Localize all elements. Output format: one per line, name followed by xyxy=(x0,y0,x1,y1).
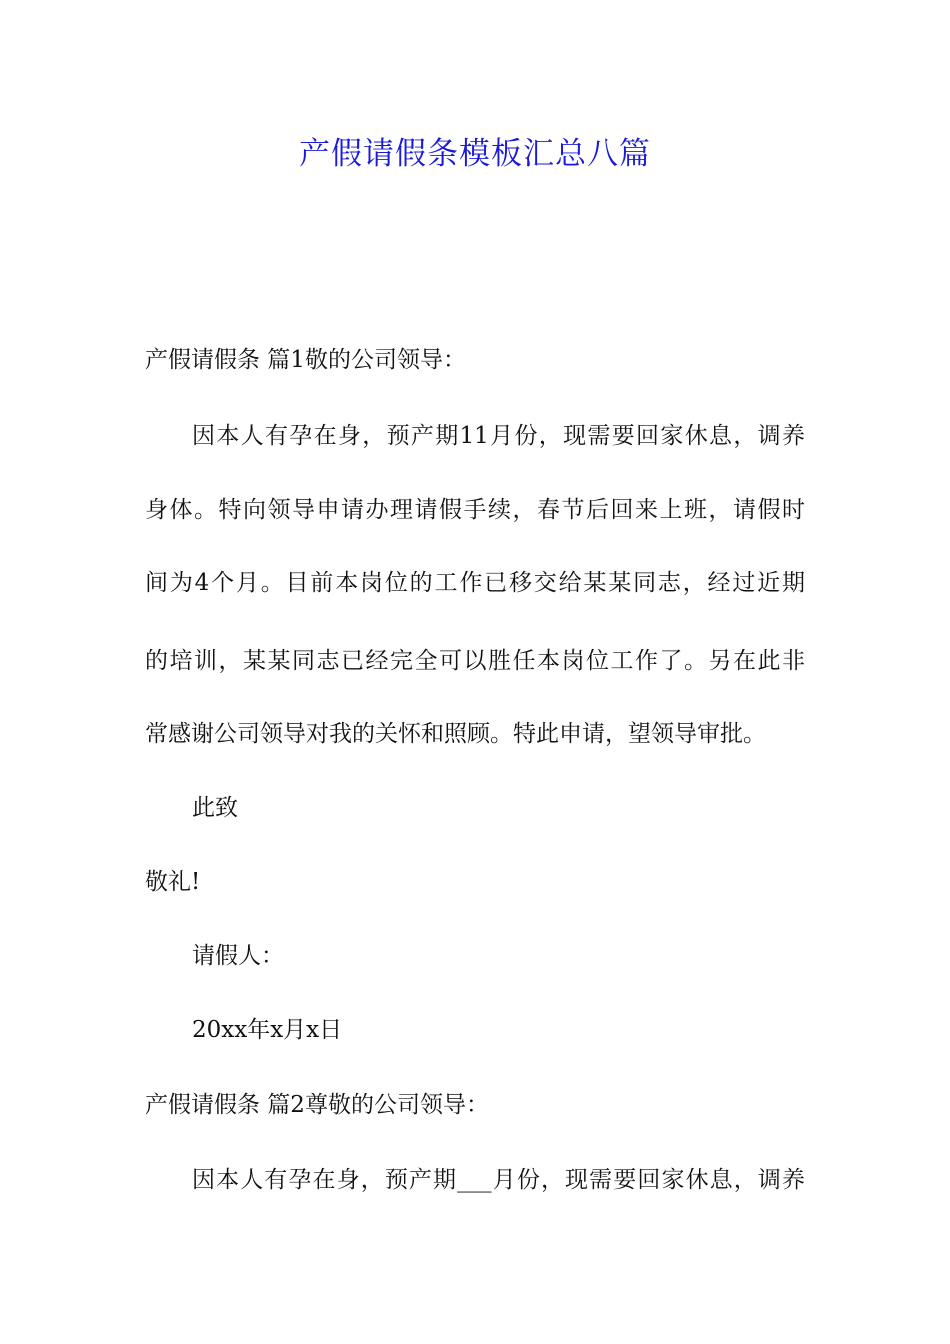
section-2-paragraph-line: 因本人有孕在身，预产期___月份，现需要回家休息，调养 xyxy=(192,1167,805,1193)
section-2-heading: 产假请假条 篇2尊敬的公司领导： xyxy=(145,1092,489,1118)
section-1-heading: 产假请假条 篇1敬的公司领导： xyxy=(145,347,466,373)
section-1-closing: 此致 xyxy=(192,795,238,821)
section-1-signature: 请假人： xyxy=(192,943,284,969)
section-1-paragraph-line: 因本人有孕在身，预产期11月份，现需要回家休息，调养 xyxy=(192,423,805,449)
section-1-paragraph-line: 的培训，某某同志已经完全可以胜任本岗位工作了。另在此非 xyxy=(145,648,805,674)
section-1-paragraph-line: 常感谢公司领导对我的关怀和照顾。特此申请，望领导审批。 xyxy=(145,721,766,747)
section-1-salute: 敬礼! xyxy=(145,869,201,895)
document-title: 产假请假条模板汇总八篇 xyxy=(299,136,651,172)
section-1-paragraph-line: 间为4个月。目前本岗位的工作已移交给某某同志，经过近期 xyxy=(145,570,805,596)
section-1-date: 20xx年x月x日 xyxy=(192,1017,343,1043)
section-1-paragraph-line: 身体。特向领导申请办理请假手续，春节后回来上班，请假时 xyxy=(145,497,805,523)
